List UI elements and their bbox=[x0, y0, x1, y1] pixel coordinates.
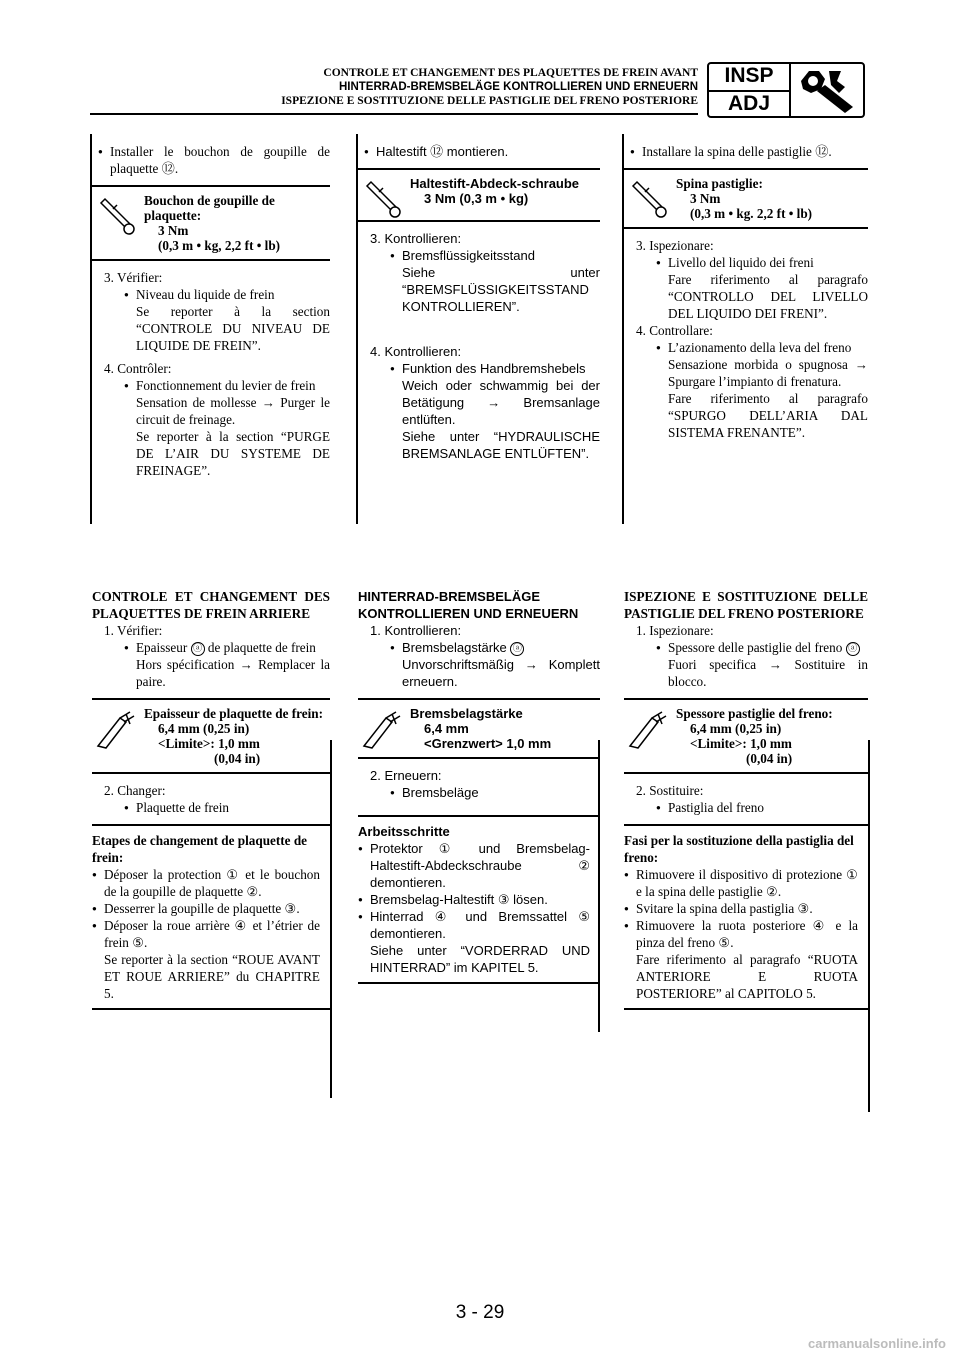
s2-fr: 2. Changer: bbox=[104, 783, 166, 798]
procedure-step1-fr: ● Déposer la protection ① et le bouchon de la goupille de plaquette ②. bbox=[92, 866, 320, 900]
spec2-value1-it: 6,4 mm (0,25 in) bbox=[690, 721, 782, 736]
bullet-install-fr: ● Installer le bouchon de goupille de plaquette ⑫. bbox=[98, 143, 330, 177]
s1-bullet-de bbox=[390, 639, 600, 656]
spec2-value3-it: (0,04 in) bbox=[746, 751, 793, 766]
procedure-step1-it: ● Rimuovere il dispositivo di protezione ① e la spina delle pastiglie ②. bbox=[624, 866, 858, 900]
s1-fr: 1. Vérifier: bbox=[104, 623, 163, 638]
section-title-de: HINTERRAD-BREMSBELÄGE KONTROLLIEREN UND ERNEUERN bbox=[358, 589, 579, 621]
s2-it: 2. Sostituire: bbox=[636, 783, 704, 798]
column-de-bottom bbox=[358, 588, 600, 984]
procedure-step3-fr: ● Déposer la roue arrière ④ et l’étrier de frein ⑤. bbox=[92, 917, 320, 951]
column-fr-bottom bbox=[92, 588, 330, 1010]
s1-bullet-text-it: Spessore delle pastiglie del freno bbox=[668, 640, 843, 655]
bullet-install-de: ● Haltestift ⑫ montieren. bbox=[364, 143, 600, 160]
step4-bullet-it: ● L’azionamento della leva del freno bbox=[656, 339, 868, 356]
spec2-value2-fr: <Limite>: 1,0 mm bbox=[158, 736, 260, 751]
spec2-title-de: Bremsbelagstärke bbox=[410, 706, 523, 721]
column-de-top bbox=[358, 143, 600, 462]
s2-bullet-de: ● Bremsbeläge bbox=[390, 784, 600, 801]
spec2-title-it: Spessore pastiglie del freno: bbox=[676, 706, 833, 721]
s1-text-fr: Hors spécification → Remplacer la paire. bbox=[136, 657, 330, 689]
column-it-bottom bbox=[624, 588, 868, 1010]
label-a-icon: ⓐ bbox=[510, 642, 524, 656]
badge-insp: INSP bbox=[709, 64, 789, 92]
step4-fr: 4. Contrôler: bbox=[104, 361, 172, 376]
page-number: 3 - 29 bbox=[455, 1302, 505, 1323]
s1-bullet-text-de: Bremsbelagstärke bbox=[402, 640, 507, 655]
thickness-spec-fr bbox=[92, 698, 330, 774]
step4-bullet-fr: ● Fonctionnement du levier de frein bbox=[124, 377, 330, 394]
s2-bullet-fr: ● Plaquette de frein bbox=[124, 799, 330, 816]
spec1-value1-fr: 3 Nm bbox=[158, 223, 189, 238]
procedure-ref-it: Fare riferimento al paragrafo “RUOTA ANTERIORE E RUOTA POSTERIORE” al CAPITOLO 5. bbox=[636, 952, 858, 1001]
s1-bullet-it bbox=[656, 639, 868, 656]
spec2-value3-fr: (0,04 in) bbox=[214, 751, 261, 766]
section-title-fr: CONTROLE ET CHANGEMENT DES PLAQUETTES DE FREIN ARRIERE bbox=[92, 589, 330, 621]
step4-it: 4. Controllare: bbox=[636, 323, 713, 338]
s2-de: 2. Erneuern: bbox=[370, 768, 442, 783]
badge-adj: ADJ bbox=[727, 92, 770, 115]
s2-bullet-it: ● Pastiglia del freno bbox=[656, 799, 868, 816]
step3-text-it: Fare riferimento al paragrafo “CONTROLLO DEL LIVELLO DEL LIQUIDO DEI FRENI”. bbox=[668, 272, 868, 321]
section-title-it: ISPEZIONE E SOSTITUZIONE DELLE PASTIGLIE DEL FRENO POSTERIORE bbox=[624, 589, 868, 621]
s1-de: 1. Kontrollieren: bbox=[370, 623, 462, 638]
column-it-top bbox=[624, 143, 868, 441]
watermark: carmanualsonline.info bbox=[808, 1336, 946, 1351]
procedure-step3-de: ● Hinterrad ④ und Bremssattel ⑤ demontieren. bbox=[358, 908, 590, 942]
s1-bullet-pre-fr: Epaisseur bbox=[136, 640, 188, 655]
step3-bullet-de: ● Bremsflüssigkeitsstand bbox=[390, 247, 600, 264]
spec1-value1-it: 3 Nm bbox=[690, 191, 721, 206]
step4-de: 4. Kontrollieren: bbox=[370, 344, 462, 359]
column-fr-top bbox=[92, 143, 330, 479]
procedure-step2-fr: ● Desserrer la goupille de plaquette ③. bbox=[92, 900, 320, 917]
step3-text-fr: Se reporter à la section “CONTROLE DU NIVEAU DE LIQUIDE DE FREIN”. bbox=[136, 304, 330, 353]
s1-text-de: Unvorschriftsmäßig → Komplett erneuern. bbox=[402, 657, 600, 689]
spec2-title-fr: Epaisseur de plaquette de frein: bbox=[144, 706, 324, 721]
thickness-spec-de bbox=[358, 698, 600, 759]
step4-bullet-de: ● Funktion des Handbremshebels bbox=[390, 360, 600, 377]
header-title-it: ISPEZIONE E SOSTITUZIONE DELLE PASTIGLIE DEL FRENO POSTERIORE bbox=[281, 95, 698, 107]
spec1-title-de: Haltestift-Abdeck-schraube bbox=[410, 176, 580, 191]
step3-fr: 3. Vérifier: bbox=[104, 270, 163, 285]
procedure-ref-de: Siehe unter “VORDERRAD UND HINTERRAD” im KAPITEL 5. bbox=[370, 943, 590, 975]
spec1-title-fr: Bouchon de goupille de plaquette: bbox=[144, 193, 275, 223]
spec2-value1-de: 6,4 mm bbox=[424, 721, 469, 736]
step3-bullet-it: ● Livello del liquido dei freni bbox=[656, 254, 868, 271]
step4-text2-fr: Se reporter à la section “PURGE DE L’AIR DU SYSTEME DE FREINAGE”. bbox=[136, 429, 330, 478]
step4-text1-it: Sensazione morbida o spugnosa → Spurgare l’impianto di frenatura. bbox=[668, 357, 868, 389]
step4-text1-de: Weich oder schwammig bei der Betätigung → Bremsanlage entlüften. bbox=[402, 378, 600, 427]
spec2-value2-de: <Grenzwert> 1,0 mm bbox=[424, 736, 552, 751]
label-a-icon: ⓐ bbox=[191, 642, 205, 656]
step4-text2-de: Siehe unter “HYDRAULISCHE BREMSANLAGE ENTLÜFTEN”. bbox=[402, 429, 600, 461]
procedure-step1-de: ● Protektor ① und Bremsbelag-Haltestift-Abdeckschraube ② demontieren. bbox=[358, 840, 590, 891]
page-header-titles bbox=[281, 66, 698, 108]
procedure-ref-fr: Se reporter à la section “ROUE AVANT ET ROUE ARRIERE” du CHAPITRE 5. bbox=[104, 952, 320, 1001]
header-rule bbox=[90, 113, 698, 115]
s1-bullet-post-fr: de plaquette de frein bbox=[207, 640, 316, 655]
procedure-step2-de: ● Bremsbelag-Haltestift ③ lösen. bbox=[358, 891, 590, 908]
step3-de: 3. Kontrollieren: bbox=[370, 231, 462, 246]
wrench-icon bbox=[791, 64, 863, 116]
torque-wrench-icon bbox=[624, 170, 674, 227]
bullet-install-it: ● Installare la spina delle pastiglie ⑫. bbox=[630, 143, 868, 160]
torque-spec-it bbox=[624, 168, 868, 229]
procedure-box-fr bbox=[92, 824, 330, 1010]
label-a-icon: ⓐ bbox=[846, 642, 860, 656]
procedure-title-de: Arbeitsschritte bbox=[358, 824, 450, 839]
procedure-box-de bbox=[358, 815, 600, 984]
torque-wrench-icon bbox=[92, 187, 142, 259]
s1-it: 1. Ispezionare: bbox=[636, 623, 714, 638]
insp-adj-badge bbox=[707, 62, 865, 118]
s1-bullet-fr bbox=[124, 639, 330, 656]
step3-bullet-fr: ● Niveau du liquide de frein bbox=[124, 286, 330, 303]
spec2-value2-it: <Limite>: 1,0 mm bbox=[690, 736, 792, 751]
s1-text-it: Fuori specifica → Sostituire in blocco. bbox=[668, 657, 868, 689]
torque-spec-de bbox=[358, 168, 600, 222]
torque-wrench-icon bbox=[358, 170, 408, 220]
column-rule-it-bottom bbox=[868, 740, 870, 1112]
spec1-value2-it: (0,3 m • kg. 2,2 ft • lb) bbox=[690, 206, 813, 221]
spec1-value2-fr: (0,3 m • kg, 2,2 ft • lb) bbox=[158, 238, 281, 253]
step3-it: 3. Ispezionare: bbox=[636, 238, 714, 253]
caliper-icon bbox=[92, 700, 142, 772]
procedure-step2-it: ● Svitare la spina della pastiglia ③. bbox=[624, 900, 858, 917]
column-rule-fr-bottom bbox=[330, 740, 332, 1098]
step4-text2-it: Fare riferimento al paragrafo “SPURGO DELL’ARIA DAL SISTEMA FRENANTE”. bbox=[668, 391, 868, 440]
spec2-value1-fr: 6,4 mm (0,25 in) bbox=[158, 721, 250, 736]
thickness-spec-it bbox=[624, 698, 868, 774]
step3-text-de: Siehe unter “BREMSFLÜSSIGKEITSSTAND KONTROLLIEREN”. bbox=[402, 265, 600, 314]
caliper-icon bbox=[624, 700, 674, 772]
caliper-icon bbox=[358, 700, 408, 757]
procedure-title-it: Fasi per la sostituzione della pastiglia del freno: bbox=[624, 833, 854, 865]
header-title-fr: CONTROLE ET CHANGEMENT DES PLAQUETTES DE FREIN AVANT bbox=[323, 67, 698, 79]
spec1-title-it: Spina pastiglie: bbox=[676, 176, 763, 191]
step4-text1-fr: Sensation de mollesse → Purger le circuit de freinage. bbox=[136, 395, 330, 427]
spec1-value1-de: 3 Nm (0,3 m • kg) bbox=[424, 191, 529, 206]
procedure-step3-it: ● Rimuovere la ruota posteriore ④ e la pinza del freno ⑤. bbox=[624, 917, 858, 951]
header-title-de: HINTERRAD-BREMSBELÄGE KONTROLLIEREN UND ERNEUERN bbox=[338, 81, 698, 93]
torque-spec-fr bbox=[92, 185, 330, 261]
procedure-title-fr: Etapes de changement de plaquette de frein: bbox=[92, 833, 308, 865]
procedure-box-it bbox=[624, 824, 868, 1010]
